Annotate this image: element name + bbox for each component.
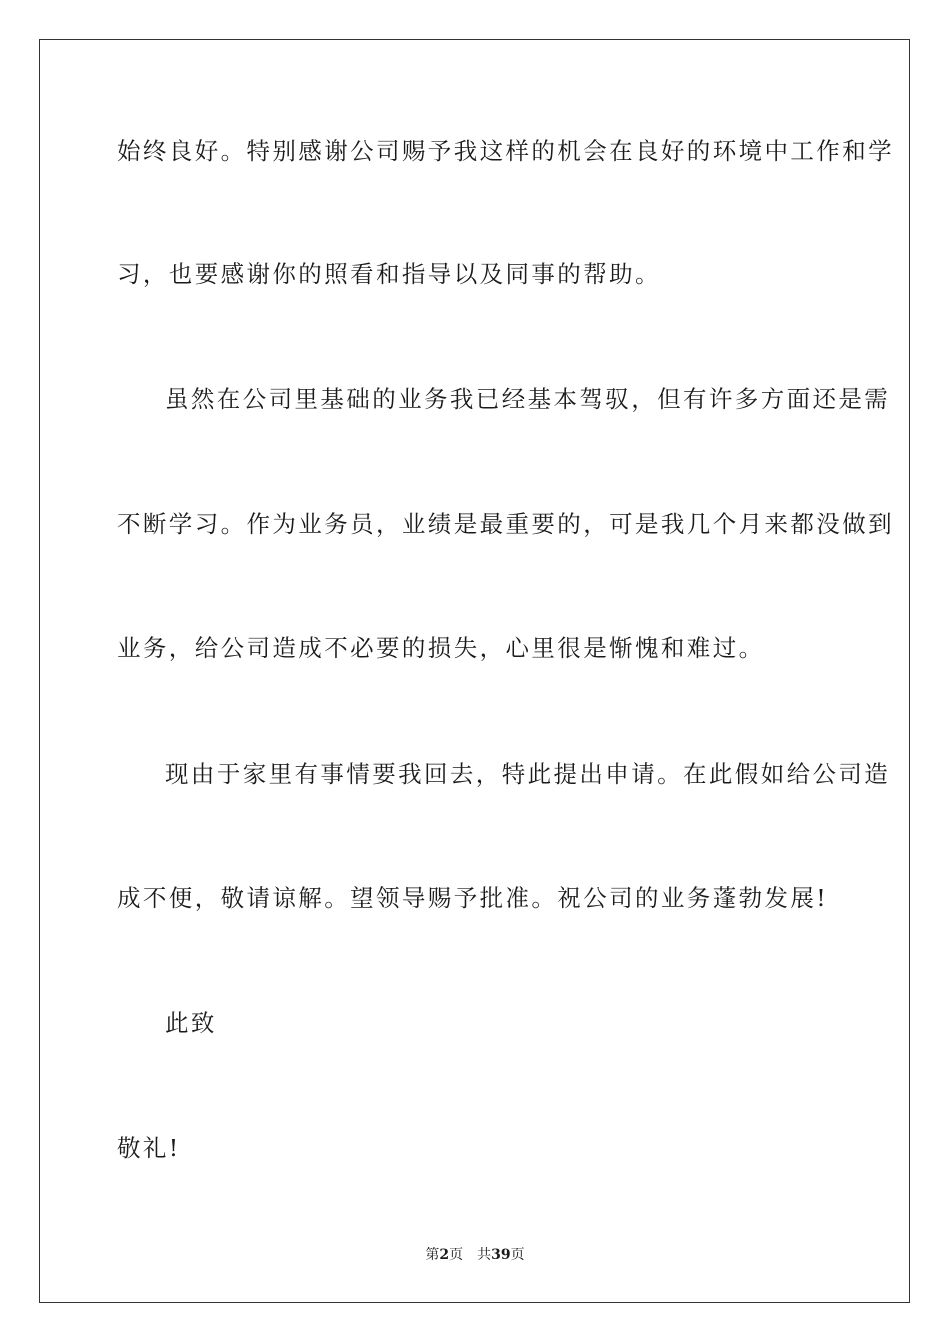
closing-salutation: 此致 (165, 1009, 217, 1037)
paragraph-line: 虽然在公司里基础的业务我已经基本驾驭，但有许多方面还是需 (165, 385, 891, 413)
paragraph-line: 始终良好。特别感谢公司赐予我这样的机会在良好的环境中工作和学 (117, 137, 894, 165)
page-frame (39, 39, 910, 1303)
page-suffix: 页 (449, 1247, 464, 1263)
paragraph-line: 习，也要感谢你的照看和指导以及同事的帮助。 (117, 260, 661, 288)
paragraph-line: 业务，给公司造成不必要的损失，心里很是惭愧和难过。 (117, 634, 765, 662)
page-number: 2 (439, 1247, 450, 1263)
page-footer (0, 1245, 950, 1265)
page-prefix: 第 (425, 1247, 440, 1263)
total-suffix: 页 (510, 1247, 525, 1263)
paragraph-line: 不断学习。作为业务员，业绩是最重要的，可是我几个月来都没做到 (117, 510, 894, 538)
total-pages: 39 (491, 1247, 511, 1263)
closing-regards: 敬礼! (117, 1134, 181, 1162)
paragraph-line: 成不便，敬请谅解。望领导赐予批准。祝公司的业务蓬勃发展! (117, 884, 829, 912)
total-prefix: 共 (477, 1247, 492, 1263)
paragraph-line: 现由于家里有事情要我回去，特此提出申请。在此假如给公司造 (165, 760, 891, 788)
